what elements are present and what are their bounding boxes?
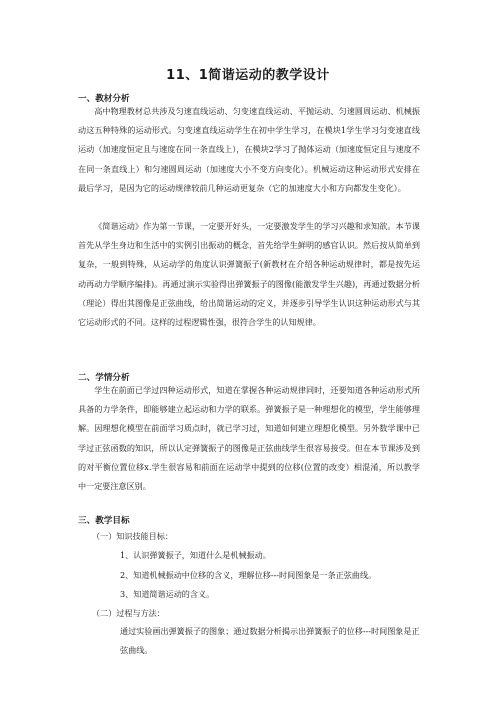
section-heading-students: 二、学情分析 [78, 373, 130, 383]
objective-subheading-process: （二）过程与方法： [92, 608, 165, 618]
section-heading-materials: 一、教材分析 [78, 94, 130, 104]
objective-item: 2、知道机械振动中位移的含义，理解位移---时间图象是一条正弦曲线。 [120, 570, 377, 580]
paragraph-process: 通过实验画出弹簧振子的图象；通过数据分析揭示出弹簧振子的位移---时间图象是正弦曲线。 [120, 626, 420, 656]
paragraph-students: 学生在前面已学过四种运动形式，知道在掌握各种运动规律同时，还要知道各种运动形式所具备的力学条件，即能够建立起运动和力学的联系。弹簧振子是一种理想化的模型，学生能够理解。因理想化模型在前面学习质点时，就已学习过，知道如何建立理想化模型。另外数学课中已学过正弦函数的知识，所以认定弹簧振子的图像是正弦曲线学生很容易接受。但在本节课涉及到的对平衡位置位移x.学生很容易和前面在运动学中提到的位移(位置的改变）相混淆，所以教学中一定要注意区别。 [78, 385, 420, 492]
objective-item: 1、认识弹簧振子，知道什么是机械振动。 [120, 550, 271, 560]
section-heading-objectives: 三、教学目标 [78, 516, 130, 526]
objective-subheading-knowledge: （一）知识技能目标： [92, 531, 173, 541]
document-title: 11、1简谐运动的教学设计 [166, 68, 330, 83]
paragraph-materials-1: 高中物理教材总共涉及匀速直线运动、匀变速直线运动、平抛运动、匀速圆周运动、机械振动这五种特殊的运动形式。匀变速直线运动学生在初中学生学习，在模块1学生学习匀变速直线运动（加速度恒定且与速度在同一条直线上），在模块2学习了抛体运动（加速度恒定且与速度不在同一条直线上）和匀速圆周运动（加速度大小不变方向变化）。机械运动这种运动形式安排在最后学习，是因为它的运动规律较前几种运动更复杂（它的加速度大小和方向都发生变化）。 [78, 106, 420, 193]
objective-item: 3、知道简谐运动的含义。 [120, 589, 215, 599]
paragraph-materials-2: 《简谐运动》作为第一节课，一定要开好头，一定要激发学生的学习兴趣和求知欲。本节课首先从学生身边和生活中的实例引出振动的概念，首先给学生鲜明的感官认识。然后按从简单到复杂，一般到特殊，从运动学的角度认识弹簧振子(新教材在介绍各种运动规律时，都是按先运动再动力学顺序编排)。再通过演示实验得出弹簧振子的图像(能激发学生兴趣)，再通过数据分析（理论）得出其图像是正弦曲线，给出简谐运动的定义，并逐步引导学生认识这种运动形式与其它运动形式的不同。这样的过程逻辑性强，很符合学生的认知规律。 [78, 221, 420, 328]
